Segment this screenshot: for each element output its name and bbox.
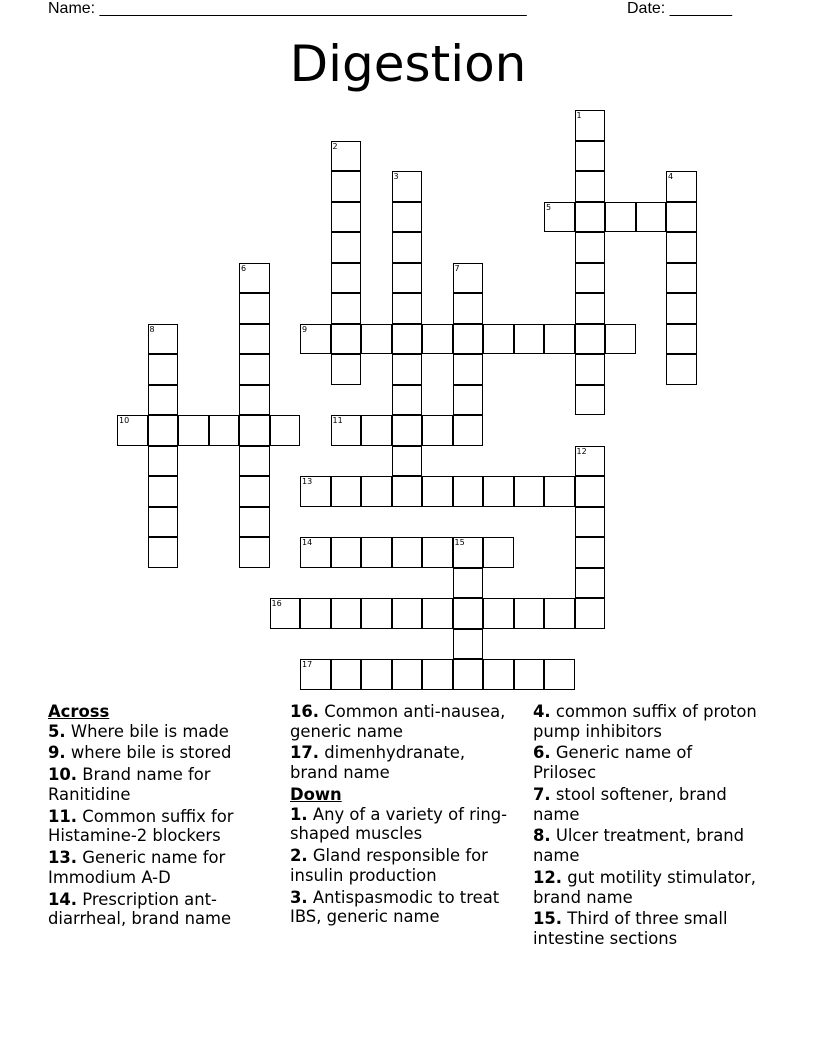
grid-cell[interactable] xyxy=(148,507,179,538)
grid-cell[interactable] xyxy=(331,537,362,568)
grid-cell[interactable] xyxy=(148,476,179,507)
grid-cell[interactable] xyxy=(453,415,484,446)
grid-cell[interactable] xyxy=(392,202,423,233)
grid-cell[interactable] xyxy=(453,324,484,355)
grid-cell[interactable] xyxy=(331,476,362,507)
grid-cell[interactable] xyxy=(544,598,575,629)
clue-number-label: 10 xyxy=(119,416,130,425)
grid-cell[interactable] xyxy=(392,476,423,507)
grid-cell[interactable] xyxy=(575,202,606,233)
down-heading: Down xyxy=(290,784,342,804)
grid-cell[interactable] xyxy=(575,507,606,538)
clue-number-label: 15 xyxy=(454,538,465,547)
name-field[interactable]: Name: ________________________________________________ xyxy=(48,0,527,17)
grid-cell[interactable] xyxy=(666,354,697,385)
clues-column-1 xyxy=(48,702,273,931)
grid-cell[interactable] xyxy=(239,446,270,477)
grid-cell[interactable] xyxy=(453,293,484,324)
grid-cell[interactable] xyxy=(453,598,484,629)
grid-cell[interactable] xyxy=(666,324,697,355)
grid-cell[interactable] xyxy=(544,659,575,690)
grid-cell[interactable] xyxy=(209,415,240,446)
clue-number-label: 14 xyxy=(302,538,313,547)
grid-cell[interactable] xyxy=(148,385,179,416)
grid-cell[interactable] xyxy=(544,324,575,355)
grid-cell[interactable] xyxy=(361,659,392,690)
grid-cell[interactable] xyxy=(392,324,423,355)
grid-cell[interactable] xyxy=(453,629,484,660)
grid-cell[interactable] xyxy=(605,202,636,233)
clue-down-7: 7. stool softener, brand name xyxy=(533,784,727,824)
grid-cell[interactable] xyxy=(392,598,423,629)
grid-cell[interactable] xyxy=(575,385,606,416)
clue-down-4: 4. common suffix of proton pump inhibitors xyxy=(533,702,757,741)
grid-cell[interactable] xyxy=(666,202,697,233)
grid-cell[interactable] xyxy=(422,537,453,568)
clue-across-9: 9. where bile is stored xyxy=(48,743,232,763)
grid-cell[interactable] xyxy=(453,476,484,507)
clue-number-label: 9 xyxy=(302,324,308,334)
grid-cell[interactable] xyxy=(331,293,362,324)
grid-cell[interactable] xyxy=(392,171,423,202)
clue-down-6: 6. Generic name of Prilosec xyxy=(533,743,693,783)
clue-down-12: 12. gut motility stimulator, brand name xyxy=(533,867,756,907)
clue-number-label: 17 xyxy=(302,660,313,669)
grid-cell[interactable] xyxy=(239,293,270,324)
grid-cell[interactable] xyxy=(331,415,362,446)
clue-down-3: 3. Antispasmodic to treat IBS, generic name xyxy=(290,887,500,927)
grid-cell[interactable] xyxy=(575,537,606,568)
grid-cell[interactable] xyxy=(575,263,606,294)
grid-cell[interactable] xyxy=(300,476,331,507)
grid-cell[interactable] xyxy=(392,263,423,294)
grid-cell[interactable] xyxy=(300,537,331,568)
grid-cell[interactable] xyxy=(422,476,453,507)
grid-cell[interactable] xyxy=(331,659,362,690)
clue-number-label: 5 xyxy=(546,202,552,212)
date-field[interactable]: Date: _______ xyxy=(627,0,732,17)
grid-cell[interactable] xyxy=(636,202,667,233)
grid-cell[interactable] xyxy=(514,598,545,629)
grid-cell[interactable] xyxy=(361,324,392,355)
clue-number-label: 3 xyxy=(393,172,399,181)
grid-cell[interactable] xyxy=(300,659,331,690)
grid-cell[interactable] xyxy=(544,476,575,507)
clue-across-5: 5. Where bile is made xyxy=(48,721,229,741)
grid-cell[interactable] xyxy=(422,415,453,446)
grid-cell[interactable] xyxy=(361,415,392,446)
grid-cell[interactable] xyxy=(575,141,606,172)
grid-cell[interactable] xyxy=(453,568,484,599)
grid-cell[interactable] xyxy=(239,537,270,568)
grid-cell[interactable] xyxy=(453,354,484,385)
grid-cell[interactable] xyxy=(575,232,606,263)
grid-cell[interactable] xyxy=(666,263,697,294)
grid-cell[interactable] xyxy=(392,293,423,324)
grid-cell[interactable] xyxy=(422,598,453,629)
grid-cell[interactable] xyxy=(392,385,423,416)
grid-cell[interactable] xyxy=(575,324,606,355)
clue-number-label: 1 xyxy=(576,111,582,120)
clue-number-label: 4 xyxy=(668,172,674,181)
clue-across-11: 11. Common suffix for Histamine-2 blockers xyxy=(48,806,234,846)
grid-cell[interactable] xyxy=(239,507,270,538)
grid-cell[interactable] xyxy=(666,171,697,202)
clue-down-1: 1. Any of a variety of ring-shaped muscles xyxy=(290,804,508,844)
grid-cell[interactable] xyxy=(331,171,362,202)
grid-cell[interactable] xyxy=(331,141,362,172)
grid-cell[interactable] xyxy=(544,202,575,233)
clue-down-2: 2. Gland responsible for insulin production xyxy=(290,846,488,885)
grid-cell[interactable] xyxy=(666,293,697,324)
clue-number-label: 2 xyxy=(332,141,338,151)
grid-cell[interactable] xyxy=(453,537,484,568)
grid-cell[interactable] xyxy=(239,263,270,294)
grid-cell[interactable] xyxy=(575,568,606,599)
across-heading: Across xyxy=(48,702,110,721)
clue-across-16: 16. Common anti-nausea, generic name xyxy=(290,702,506,741)
grid-cell[interactable] xyxy=(392,537,423,568)
grid-cell[interactable] xyxy=(178,415,209,446)
grid-cell[interactable] xyxy=(148,537,179,568)
grid-cell[interactable] xyxy=(148,324,179,355)
clue-number-label: 8 xyxy=(149,324,155,334)
clue-across-17: 17. dimenhydranate, brand name xyxy=(290,743,466,783)
clue-number-label: 11 xyxy=(332,416,343,425)
grid-cell[interactable] xyxy=(239,415,270,446)
grid-cell[interactable] xyxy=(331,232,362,263)
grid-cell[interactable] xyxy=(270,598,301,629)
grid-cell[interactable] xyxy=(392,659,423,690)
grid-cell[interactable] xyxy=(361,476,392,507)
grid-cell[interactable] xyxy=(148,446,179,477)
grid-cell[interactable] xyxy=(361,598,392,629)
grid-cell[interactable] xyxy=(666,232,697,263)
clue-number-label: 6 xyxy=(241,263,247,273)
page-title: Digestion xyxy=(289,35,527,93)
clues-column-2 xyxy=(290,702,515,929)
clue-number-label: 13 xyxy=(302,477,313,486)
grid-cell[interactable] xyxy=(392,354,423,385)
grid-cell[interactable] xyxy=(148,354,179,385)
grid-cell[interactable] xyxy=(483,659,514,690)
grid-cell[interactable] xyxy=(575,293,606,324)
grid-cell[interactable] xyxy=(483,324,514,355)
grid-cell[interactable] xyxy=(361,537,392,568)
grid-cell[interactable] xyxy=(575,110,606,141)
clues-column-3 xyxy=(533,702,758,951)
grid-cell[interactable] xyxy=(239,385,270,416)
grid-cell[interactable] xyxy=(331,354,362,385)
grid-cell[interactable] xyxy=(392,415,423,446)
grid-cell[interactable] xyxy=(331,324,362,355)
grid-cell[interactable] xyxy=(483,598,514,629)
grid-cell[interactable] xyxy=(575,354,606,385)
grid-cell[interactable] xyxy=(422,659,453,690)
grid-cell[interactable] xyxy=(514,476,545,507)
clue-across-14: 14. Prescription ant-diarrheal, brand name xyxy=(48,889,232,929)
grid-cell[interactable] xyxy=(575,598,606,629)
grid-cell[interactable] xyxy=(575,476,606,507)
grid-cell[interactable] xyxy=(270,415,301,446)
grid-cell[interactable] xyxy=(453,263,484,294)
grid-cell[interactable] xyxy=(392,232,423,263)
clue-down-8: 8. Ulcer treatment, brand name xyxy=(533,826,745,866)
grid-cell[interactable] xyxy=(575,171,606,202)
grid-cell[interactable] xyxy=(575,446,606,477)
grid-cell[interactable] xyxy=(453,385,484,416)
clue-number-label: 7 xyxy=(454,263,460,273)
grid-cell[interactable] xyxy=(605,324,636,355)
grid-cell[interactable] xyxy=(331,202,362,233)
grid-cell[interactable] xyxy=(483,537,514,568)
grid-cell[interactable] xyxy=(453,659,484,690)
grid-cell[interactable] xyxy=(331,598,362,629)
grid-cell[interactable] xyxy=(239,354,270,385)
clue-number-label: 12 xyxy=(576,446,587,456)
clue-down-15: 15. Third of three small intestine sections xyxy=(533,909,728,949)
grid-cell[interactable] xyxy=(148,415,179,446)
clue-number-label: 16 xyxy=(271,599,282,608)
clue-across-10: 10. Brand name for Ranitidine xyxy=(48,765,211,804)
grid-cell[interactable] xyxy=(483,476,514,507)
grid-cell[interactable] xyxy=(331,263,362,294)
grid-cell[interactable] xyxy=(300,598,331,629)
grid-cell[interactable] xyxy=(239,324,270,355)
grid-cell[interactable] xyxy=(392,446,423,477)
grid-cell[interactable] xyxy=(514,659,545,690)
grid-cell[interactable] xyxy=(117,415,148,446)
grid-cell[interactable] xyxy=(422,324,453,355)
clue-across-13: 13. Generic name for Immodium A-D xyxy=(48,848,226,887)
grid-cell[interactable] xyxy=(239,476,270,507)
grid-cell[interactable] xyxy=(300,324,331,355)
grid-cell[interactable] xyxy=(514,324,545,355)
